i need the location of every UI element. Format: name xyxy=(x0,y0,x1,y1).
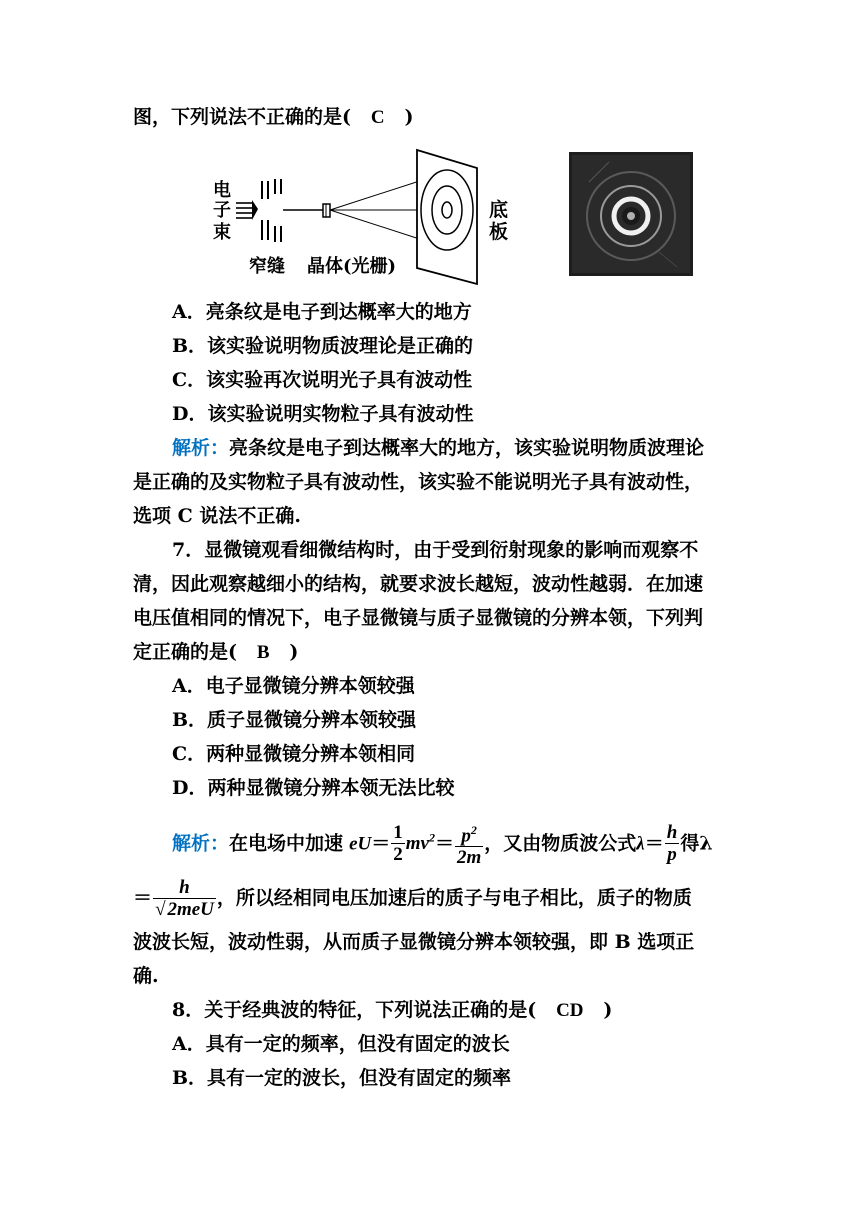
q6-stem xyxy=(133,105,413,130)
q7-analysis-line-4: 确. xyxy=(133,965,159,987)
fraction-one-half: $\frac{1}{2}$ xyxy=(393,821,403,864)
q7-answer: B xyxy=(256,642,270,663)
q6-analysis-line-2: 是正确的及实物粒子具有波动性，该实验不能说明光子具有波动性， xyxy=(133,471,704,493)
beam-label-2: 子 xyxy=(213,200,231,221)
electron-diffraction-diagram xyxy=(205,146,525,286)
equals-sign-1: ＝ xyxy=(371,833,391,855)
q8-stem-text: 8．关于经典波的特征，下列说法正确的是( xyxy=(172,999,537,1021)
electron-beam-arrows xyxy=(236,200,258,220)
screen xyxy=(417,150,477,284)
q7-analysis-label: 解析： xyxy=(172,832,230,855)
q6-option-d: D．该实验说明实物粒子具有波动性 xyxy=(172,403,474,425)
crystal-grating xyxy=(323,204,330,217)
q7-stem-line-1: 7．显微镜观看细微结构时，由于受到衍射现象的影响而观察不 xyxy=(172,539,699,561)
q7-analysis-line-1 xyxy=(172,812,728,864)
screen-label-1: 底 xyxy=(489,199,509,221)
q7-stem-line-2: 清，因此观察越细小的结构，就要求波长越短，波动性越弱．在加速 xyxy=(133,573,704,595)
q6-analysis-line-3: 选项 C 说法不正确. xyxy=(133,505,301,527)
q7-option-c: C．两种显微镜分辨本领相同 xyxy=(172,743,416,765)
q6-answer: C xyxy=(370,107,385,128)
q8-option-a: A．具有一定的频率，但没有固定的波长 xyxy=(172,1033,510,1055)
screen-label-2: 板 xyxy=(489,221,509,243)
q6-analysis-label: 解析： xyxy=(172,437,230,459)
slit xyxy=(262,179,281,242)
q6-close-paren: ) xyxy=(404,106,414,128)
slit-label: 窄缝 xyxy=(249,256,285,277)
diagram-svg xyxy=(205,146,525,286)
equals-sign-2: ＝ xyxy=(434,833,454,855)
q7-analysis-mid: ，又由物质波公式 xyxy=(484,832,637,855)
q7-analysis-line-2 xyxy=(133,872,692,925)
q7-analysis-line2-text: ，所以经相同电压加速后的质子与电子相比，质子的物质 xyxy=(216,887,692,909)
q7-analysis-line-3: 波波长短，波动性弱，从而质子显微镜分辨本领较强，即 B 选项正 xyxy=(133,931,695,953)
q7-close-paren: ) xyxy=(289,641,299,663)
q6-option-c: C．该实验再次说明光子具有波动性 xyxy=(172,369,473,391)
q7-option-b: B．质子显微镜分辨本领较强 xyxy=(172,709,417,731)
q8-stem xyxy=(172,998,612,1023)
formula-mv2: $mv^2$ xyxy=(405,831,435,855)
q6-option-b: B．该实验说明物质波理论是正确的 xyxy=(172,335,474,357)
formula-lambda: λ xyxy=(636,833,645,855)
q7-stem-text-4: 定正确的是( xyxy=(133,641,237,663)
q7-analysis-tail: 得λ xyxy=(680,832,713,855)
q7-option-d: D．两种显微镜分辨本领无法比较 xyxy=(172,777,455,799)
formula-eu: eU xyxy=(349,833,372,855)
equals-sign-3: ＝ xyxy=(644,833,664,855)
q6-option-a: A．亮条纹是电子到达概率大的地方 xyxy=(172,301,472,323)
q8-option-b: B．具有一定的波长，但没有固定的频率 xyxy=(172,1067,512,1089)
q8-answer: CD xyxy=(556,1000,584,1021)
q6-analysis-text-1: 亮条纹是电子到达概率大的地方，该实验说明物质波理论 xyxy=(229,437,705,459)
q7-stem-line-3: 电压值相同的情况下，电子显微镜与质子显微镜的分辨本领，下列判 xyxy=(133,607,704,629)
q6-analysis-line-1 xyxy=(172,436,704,460)
fraction-h-over-sqrt-2meu: $\frac{h}{\text{√ 2meU}}$ xyxy=(155,876,214,920)
diffraction-pattern-photo xyxy=(569,152,693,276)
q7-option-a: A．电子显微镜分辨本领较强 xyxy=(172,675,415,697)
q6-stem-text: 图，下列说法不正确的是( xyxy=(133,106,351,128)
diffraction-photo-svg xyxy=(569,152,693,276)
q7-analysis-intro: 在电场中加速 xyxy=(229,832,344,855)
fraction-h-over-p: $\frac{h}{p}$ xyxy=(666,821,678,864)
fraction-p2-over-2m: $\frac{p^2}{2m}$ xyxy=(455,820,483,864)
crystal-label: 晶体(光栅) xyxy=(307,256,397,277)
q7-stem-line-4 xyxy=(133,640,298,665)
equals-sign-4: ＝ xyxy=(133,888,153,909)
q8-close-paren: ) xyxy=(603,999,613,1021)
beam-label-3: 束 xyxy=(213,222,231,243)
beam-label-1: 电 xyxy=(213,180,231,201)
